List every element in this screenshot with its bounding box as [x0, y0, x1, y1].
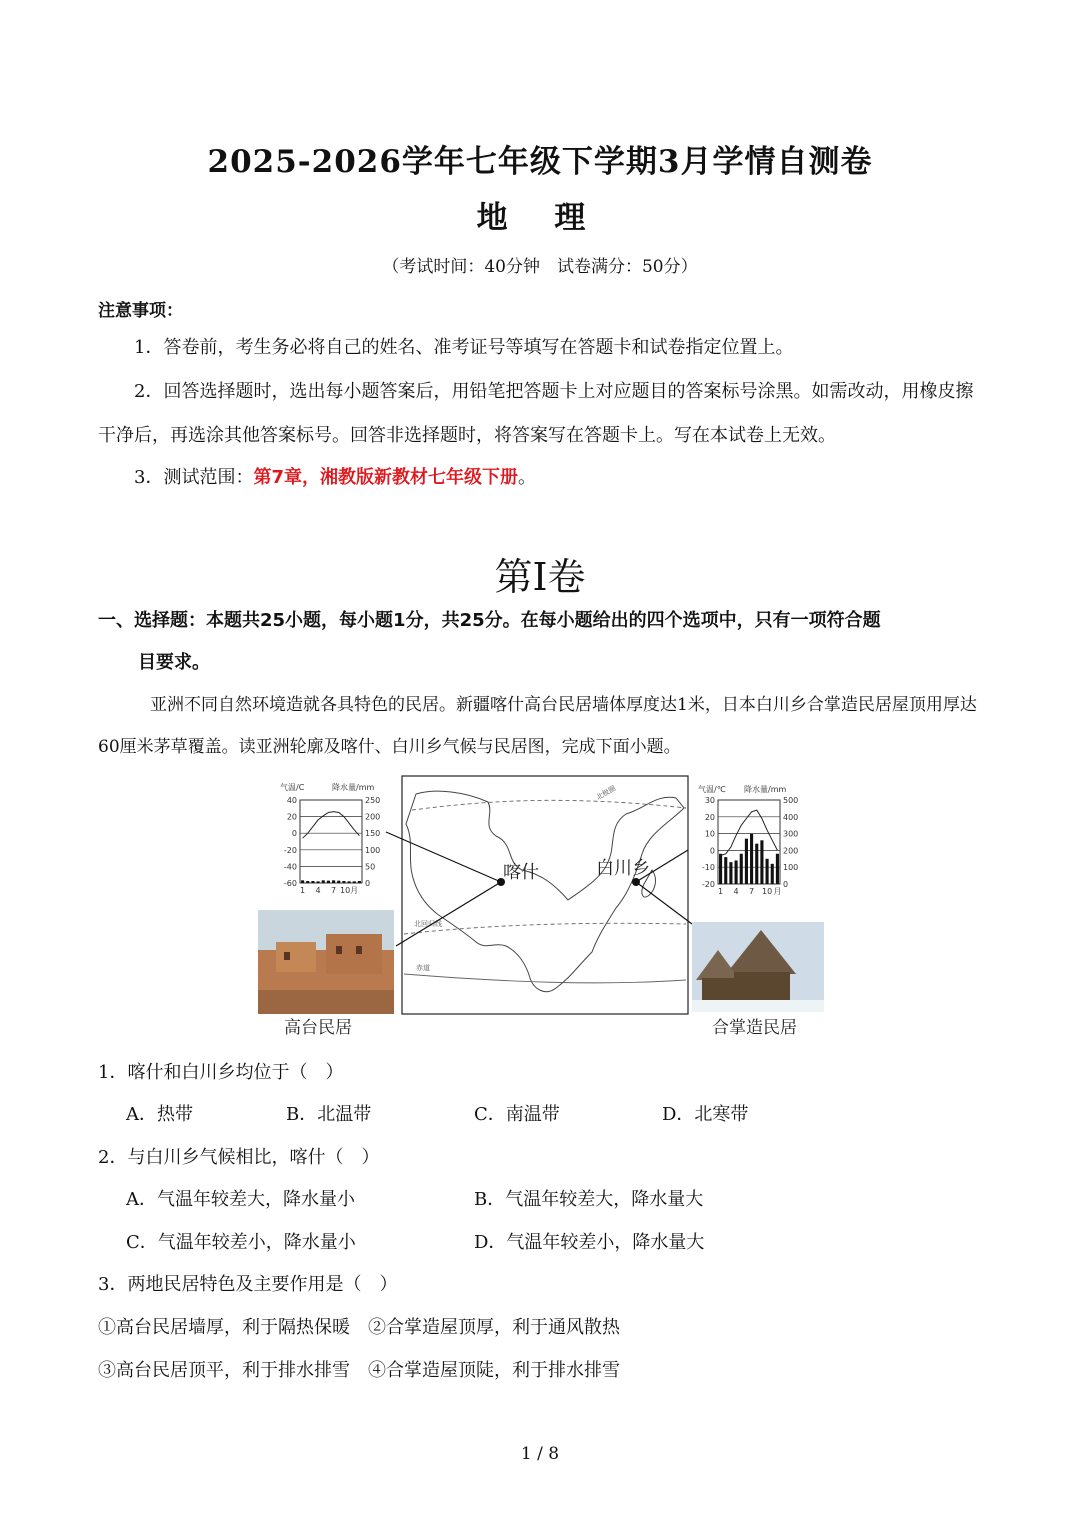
question-2-stem: 2．与白川乡气候相比，喀什（ ）	[98, 1147, 380, 1168]
precip-tick-label: 200	[783, 846, 799, 856]
figure-map-climate	[256, 774, 826, 1040]
precip-bar	[719, 854, 722, 884]
temp-tick-label: 20	[704, 812, 715, 822]
precip-tick-label: 100	[365, 845, 381, 855]
right-precip-label: 降水量/mm	[744, 785, 787, 794]
left-chart-grid	[300, 817, 362, 867]
left-temp-curve	[303, 812, 360, 839]
precip-bar	[776, 854, 779, 884]
left-temp-ticks	[284, 796, 297, 888]
precip-bar	[740, 854, 743, 884]
kashgar-photo-window	[356, 946, 362, 954]
precip-bar	[729, 862, 732, 884]
precip-bar	[342, 881, 345, 883]
kashgar-photo-building	[326, 934, 382, 974]
kashgar-photo-building	[276, 942, 316, 972]
shirakawa-climate-chart	[698, 784, 798, 896]
tropic-label: 北回归线	[414, 920, 442, 928]
section-line-1: 一、选择题：本题共25小题，每小题1分，共25分。在每小题给出的四个选项中，只有一项符合题	[98, 610, 881, 631]
right-temp-label: 气温/℃	[698, 785, 726, 794]
notice-item-3	[98, 456, 984, 500]
notice-item-1: 1．答卷前，考生务必将自己的姓名、准考证号等填写在答题卡和试卷指定位置上。	[134, 337, 794, 358]
right-photo-caption: 合掌造民居	[712, 1018, 797, 1038]
shirakawa-label: 白川乡	[596, 858, 650, 879]
section-line-2: 目要求。	[138, 652, 210, 673]
kashgar-photo-ground	[258, 990, 394, 1014]
kashgar-photo-window	[284, 952, 290, 960]
precip-bar	[766, 859, 769, 884]
precip-bar	[322, 880, 325, 883]
equator-label: 赤道	[416, 964, 430, 972]
precip-tick-label: 200	[365, 812, 381, 822]
q1-option-c: C．南温带	[474, 1104, 560, 1125]
month-tick-label: 4	[315, 886, 321, 895]
precip-tick-label: 0	[783, 880, 789, 889]
q3-statements-1: ①高台民居墙厚，利于隔热保暖 ②合掌造屋顶厚，利于通风散热	[98, 1317, 620, 1338]
q1-option-b: B．北温带	[286, 1104, 372, 1125]
precip-bar	[348, 881, 351, 883]
exam-info: （考试时间：40分钟 试卷满分：50分）	[382, 257, 698, 277]
right-temp-ticks	[702, 796, 715, 889]
right-precip-ticks	[783, 796, 798, 889]
precip-bar	[755, 844, 758, 884]
left-photo-caption: 高台民居	[284, 1018, 352, 1038]
precip-tick-label: 400	[783, 812, 799, 822]
precip-bar	[750, 834, 753, 884]
left-temp-label: 气温/C	[280, 783, 305, 792]
exam-title: 2025-2026学年七年级下学期3月学情自测卷	[207, 144, 873, 180]
section-heading	[98, 600, 988, 684]
question-1-stem: 1．喀什和白川乡均位于（ ）	[98, 1062, 344, 1083]
temp-tick-label: 10	[704, 829, 715, 839]
right-month-ticks	[718, 887, 781, 896]
temp-tick-label: -20	[701, 880, 715, 889]
kashgar-photo-window	[336, 946, 342, 954]
right-precip-bars	[719, 834, 779, 884]
precip-bar	[353, 881, 356, 883]
kashgar-houses-photo	[258, 910, 394, 1014]
precip-tick-label: 500	[783, 796, 799, 805]
precip-bar	[358, 881, 361, 883]
precip-bar	[311, 881, 314, 883]
month-tick-label: 7	[749, 887, 755, 896]
q2-option-b: B．气温年较差大，降水量大	[474, 1189, 704, 1210]
q2-option-a: A．气温年较差大，降水量小	[126, 1189, 355, 1210]
temp-tick-label: 20	[286, 812, 297, 822]
precip-bar	[337, 881, 340, 883]
precip-bar	[735, 860, 738, 884]
temp-tick-label: -60	[283, 879, 297, 888]
test-range: 第7章，湘教版新教材七年级下册	[253, 467, 518, 488]
precip-bar	[745, 839, 748, 884]
precip-tick-label: 250	[365, 796, 381, 805]
q2-option-d: D．气温年较差小，降水量大	[474, 1232, 705, 1253]
precip-bar	[771, 864, 774, 884]
kashgar-climate-chart	[280, 782, 380, 895]
precip-bar	[327, 881, 330, 883]
month-tick-label: 1	[718, 887, 724, 896]
temp-tick-label: 0	[709, 846, 715, 856]
precip-tick-label: 150	[365, 829, 381, 839]
month-tick-label: 4	[733, 887, 739, 896]
asia-map	[402, 776, 688, 1014]
page-number: 1 / 8	[520, 1444, 560, 1464]
left-precip-label: 降水量/mm	[332, 783, 375, 792]
q1-option-d: D．北寒带	[662, 1104, 749, 1125]
precip-tick-label: 100	[783, 863, 799, 873]
temp-tick-label: 40	[286, 796, 297, 805]
month-tick-label: 月	[773, 887, 782, 896]
part-label: 第I卷	[494, 555, 586, 599]
temp-tick-label: -10	[701, 863, 715, 873]
precip-bar	[332, 880, 335, 883]
month-tick-label: 7	[331, 886, 337, 895]
gassho-photo-wall	[734, 972, 790, 1002]
month-tick-label: 1	[300, 886, 306, 895]
left-precip-ticks	[365, 796, 380, 888]
notice-heading: 注意事项：	[98, 301, 183, 321]
precip-bar	[760, 840, 763, 884]
notice-item-2: 2．回答选择题时，选出每小题答案后，用铅笔把答题卡上对应题目的答案标号涂黑。如需改动，用橡皮擦干净后，再选涂其他答案标号。回答非选择题时，将答案写在答题卡上。写在本试卷上无效。	[98, 381, 974, 446]
arctic-circle-label: 北极圈	[595, 784, 618, 802]
month-tick-label: 10月	[339, 886, 359, 895]
month-tick-label: 10	[761, 887, 773, 896]
precip-tick-label: 0	[365, 879, 371, 888]
notice-item-3-prefix: 3．测试范围：	[134, 467, 254, 488]
q2-option-c: C．气温年较差小，降水量小	[126, 1232, 356, 1253]
left-month-ticks	[300, 886, 358, 895]
map-frame	[402, 776, 688, 1014]
precip-bar	[301, 880, 304, 883]
precip-tick-label: 300	[783, 829, 799, 839]
gassho-photo-snow	[692, 1000, 824, 1012]
temp-tick-label: -20	[283, 845, 297, 855]
precip-bar	[306, 881, 309, 883]
kashgar-label: 喀什	[503, 862, 539, 883]
subject-title: 地 理	[476, 200, 604, 236]
precip-bar	[317, 881, 320, 883]
temp-tick-label: 30	[704, 796, 715, 805]
gassho-photo-wall	[702, 978, 736, 1002]
temp-tick-label: -40	[283, 862, 297, 872]
question-intro: 亚洲不同自然环境造就各具特色的民居。新疆喀什高台民居墙体厚度达1米，日本白川乡合掌造民居屋顶用厚达60厘米茅草覆盖。读亚洲轮廓及喀什、白川乡气候与民居图，完成下面小题。	[98, 695, 977, 757]
notice-item-3-suffix: 。	[517, 467, 536, 488]
gassho-houses-photo	[692, 922, 824, 1012]
precip-bar	[724, 857, 727, 884]
temp-tick-label: 0	[291, 829, 297, 839]
q3-statements-2: ③高台民居顶平，利于排水排雪 ④合掌造屋顶陡，利于排水排雪	[98, 1360, 620, 1381]
precip-tick-label: 50	[365, 862, 376, 872]
q1-option-a: A．热带	[126, 1104, 193, 1125]
question-3-stem: 3．两地民居特色及主要作用是（ ）	[98, 1274, 398, 1295]
